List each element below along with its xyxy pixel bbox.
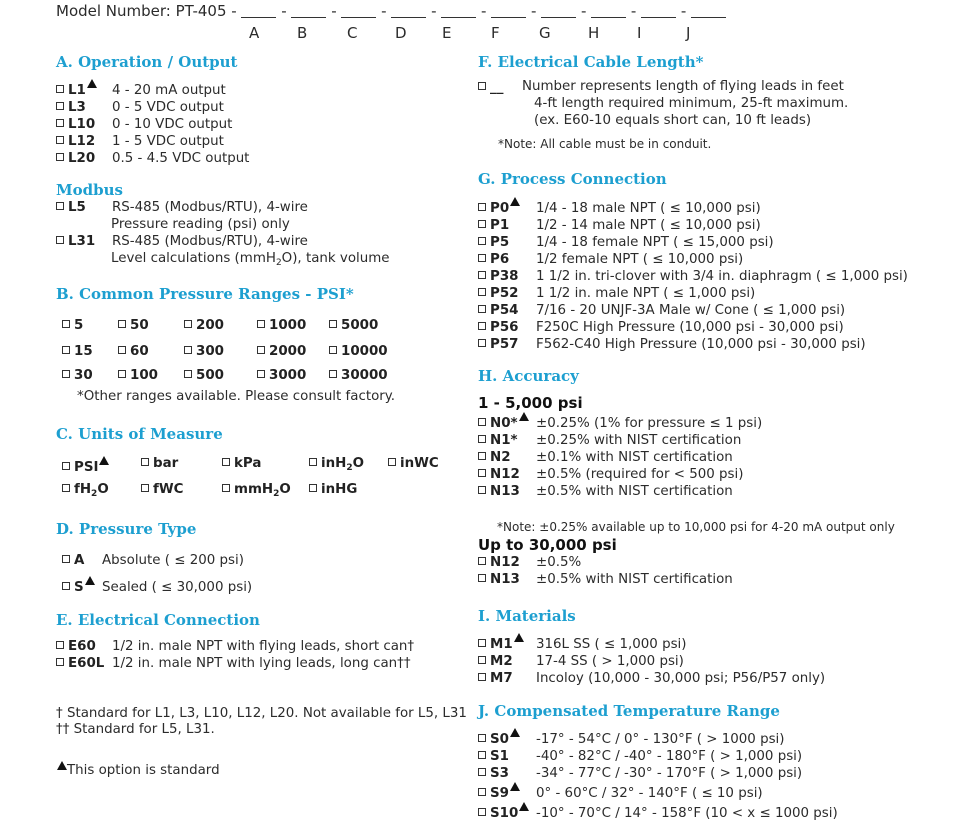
position-letter-e: E: [442, 24, 452, 42]
checkbox[interactable]: [478, 435, 486, 443]
unit-option-psi[interactable]: PSI: [62, 456, 109, 475]
option-row[interactable]: L12 1 - 5 VDC output: [56, 133, 249, 150]
footnote-double-dagger: †† Standard for L5, L31.: [56, 722, 215, 737]
option-row[interactable]: N2 ±0.1% with NIST certification: [478, 449, 762, 466]
checkbox[interactable]: [478, 254, 486, 262]
checkbox[interactable]: [478, 639, 486, 647]
checkbox[interactable]: [478, 557, 486, 565]
checkbox[interactable]: [478, 305, 486, 313]
checkbox[interactable]: [56, 136, 64, 144]
option-row[interactable]: S9 0° - 60°C / 32° - 140°F ( ≤ 10 psi): [478, 782, 838, 802]
standard-triangle-icon: [57, 761, 67, 770]
section-e-options: [56, 638, 414, 672]
option-row[interactable]: E60L 1/2 in. male NPT with lying leads, long can††: [56, 655, 414, 672]
footnote-standard: This option is standard: [56, 761, 220, 778]
range-option[interactable]: 60: [118, 344, 184, 359]
modbus-title: Modbus: [56, 181, 123, 199]
blank-f[interactable]: [491, 5, 526, 18]
option-row[interactable]: L1 4 - 20 mA output: [56, 79, 249, 99]
range-option[interactable]: 300: [184, 344, 257, 359]
position-letter-c: C: [347, 24, 358, 42]
section-a-options: [56, 79, 249, 167]
range-option[interactable]: 3000: [257, 368, 329, 383]
model-number-label: Model Number: PT-405 -: [56, 2, 237, 20]
checkbox[interactable]: [56, 641, 64, 649]
position-letter-h: H: [588, 24, 600, 42]
section-e-title: E. Electrical Connection: [56, 611, 260, 629]
range-option[interactable]: 10000: [329, 344, 399, 359]
standard-triangle-icon: [519, 802, 529, 811]
checkbox[interactable]: [478, 452, 486, 460]
range-option[interactable]: 30000: [329, 368, 399, 383]
footnote-dagger: † Standard for L1, L3, L10, L12, L20. Not available for L5, L31: [56, 706, 467, 721]
checkbox[interactable]: [56, 658, 64, 666]
range-option[interactable]: 15: [62, 344, 118, 359]
option-row[interactable]: N0* ±0.25% (1% for pressure ≤ 1 psi): [478, 412, 762, 432]
checkbox[interactable]: [478, 271, 486, 279]
option-row[interactable]: P57 F562-C40 High Pressure (10,000 psi - 30,000 psi): [478, 336, 908, 353]
checkbox[interactable]: [478, 469, 486, 477]
option-row[interactable]: P54 7/16 - 20 UNJF-3A Male w/ Cone ( ≤ 1,000 psi): [478, 302, 908, 319]
checkbox[interactable]: [478, 734, 486, 742]
range-option[interactable]: 1000: [257, 318, 329, 333]
cable-length-option[interactable]: [478, 80, 503, 95]
option-row[interactable]: P56 F250C High Pressure (10,000 psi - 30,000 psi): [478, 319, 908, 336]
range-option[interactable]: 5000: [329, 318, 399, 333]
section-i-options: [478, 633, 825, 687]
option-row[interactable]: N13 ±0.5% with NIST certification: [478, 571, 733, 588]
section-h-title: H. Accuracy: [478, 367, 579, 385]
range-row: [62, 344, 399, 368]
option-row[interactable]: L10 0 - 10 VDC output: [56, 116, 249, 133]
checkbox[interactable]: [56, 102, 64, 110]
option-row[interactable]: E60 1/2 in. male NPT with flying leads, short can†: [56, 638, 414, 655]
checkbox[interactable]: [56, 202, 64, 210]
checkbox[interactable]: [478, 82, 486, 90]
unit-option-inwc[interactable]: inWC: [388, 456, 439, 471]
checkbox[interactable]: [478, 203, 486, 211]
cable-length-desc-1: Number represents length of flying leads in feet: [522, 79, 844, 94]
option-row[interactable]: L31 RS-485 (Modbus/RTU), 4-wire: [56, 233, 390, 250]
checkbox[interactable]: [478, 418, 486, 426]
option-row[interactable]: N13 ±0.5% with NIST certification: [478, 483, 762, 500]
position-letter-a: A: [249, 24, 260, 42]
option-row[interactable]: P38 1 1/2 in. tri-clover with 3/4 in. diaphragm ( ≤ 1,000 psi): [478, 268, 908, 285]
checkbox[interactable]: [478, 768, 486, 776]
blank-g[interactable]: [541, 5, 576, 18]
range-row: [62, 318, 399, 344]
checkbox[interactable]: [478, 220, 486, 228]
standard-triangle-icon: [87, 79, 97, 88]
section-g-options: [478, 197, 908, 353]
range-option[interactable]: 2000: [257, 344, 329, 359]
range-option[interactable]: 50: [118, 318, 184, 333]
blank-h[interactable]: [591, 5, 626, 18]
blank-a[interactable]: [241, 5, 276, 18]
checkbox[interactable]: [478, 673, 486, 681]
position-letter-g: G: [539, 24, 551, 42]
unit-option-kpa[interactable]: kPa: [222, 456, 261, 471]
checkbox[interactable]: [62, 582, 70, 590]
option-desc-line: Level calculations (mmH$_2$O), tank volume: [111, 251, 390, 268]
unit-option-fh2o[interactable]: $fH_2O$: [62, 482, 109, 499]
option-row[interactable]: S3 -34° - 77°C / -30° - 170°F ( > 1,000 psi): [478, 765, 838, 782]
standard-triangle-icon: [85, 576, 95, 585]
range-option[interactable]: 30: [62, 368, 118, 383]
section-d-title: D. Pressure Type: [56, 520, 197, 538]
blank-d[interactable]: [391, 5, 426, 18]
standard-triangle-icon: [99, 456, 109, 465]
unit-option-mmh2o[interactable]: mmH$_2$O: [222, 482, 291, 499]
checkbox[interactable]: [478, 339, 486, 347]
option-row[interactable]: N12 ±0.5% (required for < 500 psi): [478, 466, 762, 483]
accuracy-group-heading-2: Up to 30,000 psi: [478, 536, 617, 554]
position-letter-d: D: [395, 24, 407, 42]
model-number-line: Model Number: PT-405 - - - - - - - - - -: [56, 2, 726, 20]
option-row[interactable]: M2 17-4 SS ( > 1,000 psi): [478, 653, 825, 670]
option-row[interactable]: N12 ±0.5%: [478, 554, 733, 571]
option-row[interactable]: P0 1/4 - 18 male NPT ( ≤ 10,000 psi): [478, 197, 908, 217]
section-j-title: J. Compensated Temperature Range: [478, 702, 780, 720]
blank-b[interactable]: [291, 5, 326, 18]
option-row[interactable]: P5 1/4 - 18 female NPT ( ≤ 15,000 psi): [478, 234, 908, 251]
checkbox[interactable]: [62, 555, 70, 563]
checkbox[interactable]: [478, 751, 486, 759]
section-a-title: A. Operation / Output: [56, 53, 238, 71]
range-option[interactable]: 100: [118, 368, 184, 383]
checkbox[interactable]: [56, 85, 64, 93]
section-f-title: F. Electrical Cable Length*: [478, 53, 704, 71]
checkbox[interactable]: [56, 119, 64, 127]
option-row[interactable]: L20 0.5 - 4.5 VDC output: [56, 150, 249, 167]
accuracy-group-2-options: [478, 554, 733, 588]
blank-e[interactable]: [441, 5, 476, 18]
option-row[interactable]: L5 RS-485 (Modbus/RTU), 4-wire: [56, 199, 390, 216]
range-option[interactable]: 5: [62, 318, 118, 333]
blank-i[interactable]: [641, 5, 676, 18]
checkbox[interactable]: [56, 236, 64, 244]
checkbox[interactable]: [478, 656, 486, 664]
unit-option-inhg[interactable]: inHG: [309, 482, 357, 497]
option-row[interactable]: S10 -10° - 70°C / 14° - 158°F (10 < x ≤ 1000 psi): [478, 802, 838, 822]
unit-option-inh2o[interactable]: inH$_2$O: [309, 456, 364, 473]
range-option[interactable]: 500: [184, 368, 257, 383]
section-b-title: B. Common Pressure Ranges - PSI*: [56, 285, 354, 303]
standard-triangle-icon: [519, 412, 529, 421]
psi-range-grid: [62, 318, 399, 390]
blank-c[interactable]: [341, 5, 376, 18]
modbus-options: [56, 199, 390, 272]
section-f-note: *Note: All cable must be in conduit.: [498, 137, 712, 151]
checkbox[interactable]: [478, 574, 486, 582]
cable-length-blank[interactable]: __: [490, 80, 504, 95]
section-g-title: G. Process Connection: [478, 170, 667, 188]
cable-length-desc-2: 4-ft length required minimum, 25-ft maximum.: [534, 96, 849, 111]
checkbox[interactable]: [478, 288, 486, 296]
option-row[interactable]: S1 -40° - 82°C / -40° - 180°F ( > 1,000 psi): [478, 748, 838, 765]
standard-triangle-icon: [510, 197, 520, 206]
option-row[interactable]: P52 1 1/2 in. male NPT ( ≤ 1,000 psi): [478, 285, 908, 302]
position-letter-f: F: [491, 24, 500, 42]
accuracy-group-1-options: [478, 412, 762, 500]
position-letter-j: J: [686, 24, 691, 42]
section-c-title: C. Units of Measure: [56, 425, 223, 443]
checkbox[interactable]: [478, 808, 486, 816]
option-row[interactable]: M7 Incoloy (10,000 - 30,000 psi; P56/P57 only): [478, 670, 825, 687]
accuracy-group-heading-1: 1 - 5,000 psi: [478, 394, 583, 412]
checkbox[interactable]: [56, 153, 64, 161]
position-letter-b: B: [297, 24, 308, 42]
option-row[interactable]: S Sealed ( ≤ 30,000 psi): [62, 576, 252, 595]
section-i-title: I. Materials: [478, 607, 576, 625]
range-option[interactable]: 200: [184, 318, 257, 333]
checkbox[interactable]: [478, 237, 486, 245]
checkbox[interactable]: [478, 788, 486, 796]
position-letter-i: I: [637, 24, 642, 42]
range-row: [62, 368, 399, 390]
section-b-note: *Other ranges available. Please consult factory.: [77, 389, 396, 404]
standard-triangle-icon: [510, 782, 520, 791]
option-row[interactable]: S0 -17° - 54°C / 0° - 130°F ( > 1000 psi): [478, 728, 838, 748]
standard-triangle-icon: [510, 728, 520, 737]
option-row[interactable]: N1* ±0.25% with NIST certification: [478, 432, 762, 449]
section-h-note: *Note: ±0.25% available up to 10,000 psi for 4-20 mA output only: [497, 520, 895, 534]
standard-triangle-icon: [514, 633, 524, 642]
unit-option-bar[interactable]: bar: [141, 456, 178, 471]
option-row[interactable]: P6 1/2 female NPT ( ≤ 10,000 psi): [478, 251, 908, 268]
option-row[interactable]: L3 0 - 5 VDC output: [56, 99, 249, 116]
option-row[interactable]: A Absolute ( ≤ 200 psi): [62, 553, 244, 568]
section-j-options: [478, 728, 838, 822]
checkbox[interactable]: [478, 486, 486, 494]
unit-option-fwc[interactable]: fWC: [141, 482, 183, 497]
option-row[interactable]: P1 1/2 - 14 male NPT ( ≤ 10,000 psi): [478, 217, 908, 234]
option-row[interactable]: M1 316L SS ( ≤ 1,000 psi): [478, 633, 825, 653]
option-desc-line: Pressure reading (psi) only: [111, 217, 290, 232]
cable-length-desc-3: (ex. E60-10 equals short can, 10 ft leads): [534, 113, 812, 128]
checkbox[interactable]: [478, 322, 486, 330]
blank-j[interactable]: [691, 5, 726, 18]
